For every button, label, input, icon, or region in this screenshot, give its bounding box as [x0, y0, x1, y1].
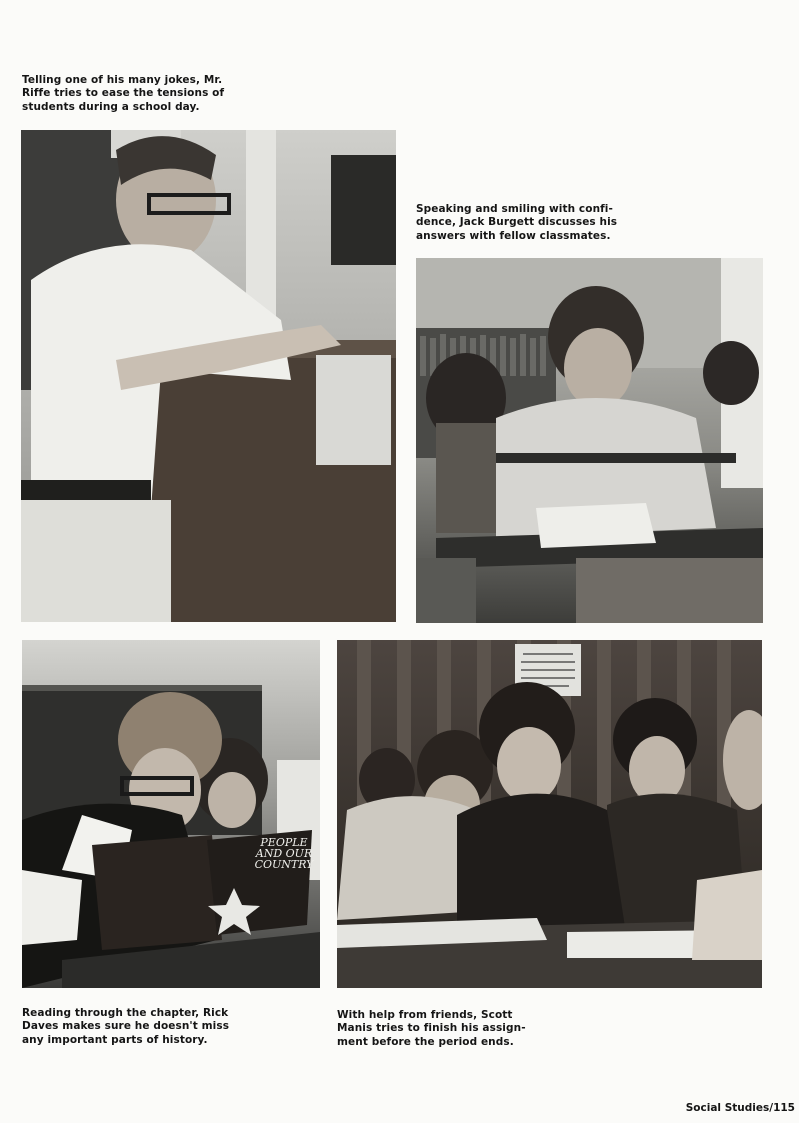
caption-line: students during a school day. — [22, 100, 200, 113]
caption-riffe — [22, 74, 224, 114]
book-title-line: PEOPLE — [260, 836, 308, 849]
photo-teacher-at-lectern — [21, 130, 396, 622]
book-cover-title — [244, 837, 320, 870]
photo-student-reading — [22, 640, 320, 988]
caption-line: answers with fellow classmates. — [416, 229, 611, 242]
book-title-line: AND OUR — [255, 847, 313, 860]
caption-manis — [337, 1009, 526, 1049]
caption-line: Riffe tries to ease the tensions of — [22, 87, 225, 100]
page-footer: Social Studies/115 — [685, 1102, 795, 1114]
photo-students-writing — [337, 640, 762, 988]
photo-student-smiling — [416, 258, 763, 623]
caption-line: dence, Jack Burgett discusses his — [416, 216, 618, 229]
caption-line: Manis tries to finish his assign- — [337, 1022, 526, 1035]
caption-burgett — [416, 203, 617, 243]
caption-line: Telling one of his many jokes, Mr. — [22, 74, 223, 86]
caption-line: Daves makes sure he doesn't miss — [22, 1020, 230, 1033]
caption-daves — [22, 1007, 229, 1047]
caption-line: Speaking and smiling with confi- — [416, 203, 613, 215]
caption-line: Reading through the chapter, Rick — [22, 1007, 229, 1019]
book-title-line: COUNTRY — [254, 858, 314, 871]
caption-line: ment before the period ends. — [337, 1035, 514, 1048]
caption-line: With help from friends, Scott — [337, 1009, 513, 1021]
caption-line: any important parts of history. — [22, 1033, 208, 1046]
